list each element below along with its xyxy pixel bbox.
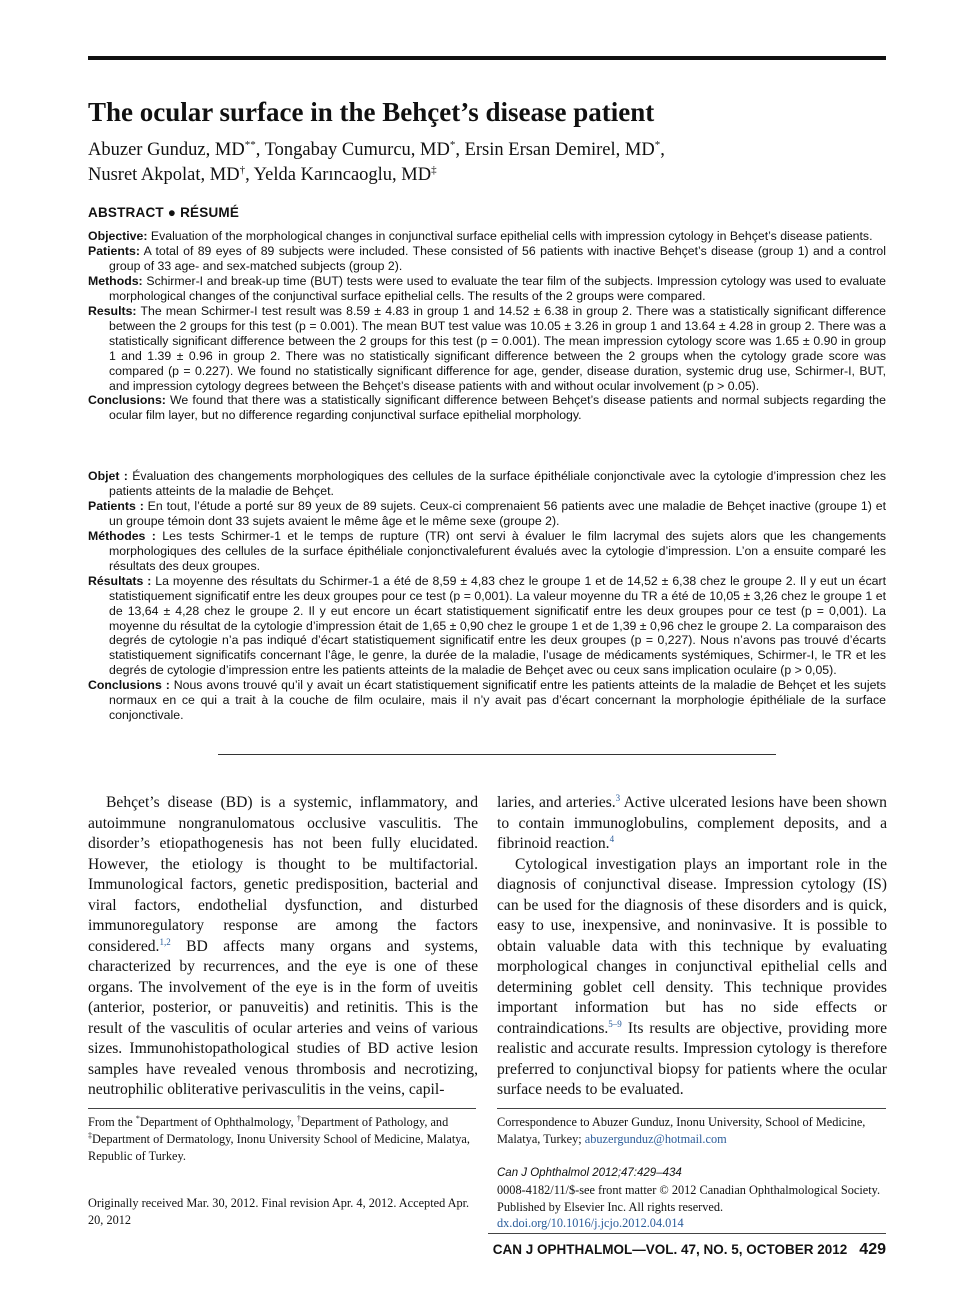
affiliation-text: From the <box>88 1115 136 1129</box>
abstract-fr-section <box>88 529 886 574</box>
author-affiliation-mark: * <box>654 139 661 151</box>
footer-rule <box>488 1233 886 1234</box>
author-affiliation-mark: * <box>449 139 456 151</box>
author-name: Yelda Karıncaoglu, MD <box>253 165 432 185</box>
abstract-fr-section <box>88 574 886 679</box>
body-paragraph-intro <box>88 793 478 1101</box>
citation-reference: 5–9 <box>608 1018 622 1029</box>
citation-reference: 4 <box>609 834 615 844</box>
abstract-en-section-text: Schirmer-I and break-up time (BUT) tests were used to evaluate the tear film of the subjects. Impression cytology was used to evaluate morphological changes of the conjunctival surface epithelial cells. The results of the 2 groups were compared. <box>109 273 886 303</box>
author-affiliation-mark: ‡ <box>431 164 437 176</box>
body-text-run: Behçet’s disease (BD) is a systemic, inflammatory, and autoimmune nongranulomatous occlusive vasculitis. The disorder’s etiopathogenesis has not been fully elucidated. However, the etiology is thought to be multifactorial. Immunological factors, genetic predisposition, bacterial and viral factors, endothelial dysfunction, and disturbed immunoregulatory response are among the factors considered. <box>88 794 478 955</box>
author-affiliation-mark: † <box>239 164 246 176</box>
abstract-fr-section-label: Résultats : <box>88 573 152 588</box>
abstract-fr-section-text: La moyenne des résultats du Schirmer-1 a été de 8,59 ± 4,83 chez le groupe 1 et de 14,52 ± 6,38 chez le groupe 2. Il y eut un écart statistiquement significatif entre les deux groupes pour ce test (p = 0,001). La valeur moyenne du TR a été de 10,05 ± 3,26 chez le groupe 1 et de 13,64 ± 4,28 chez le groupe 2. Il y eut encore un écart statistiquement significatif entre les deux groupes pour ce test (p = 0,001). La moyenne du résultat de la cytologie d’impression était de 1,65 ± 0,90 chez le groupe 1 et de 1,39 ± 0,96 chez le groupe 2. La comparaison des degrés de cytologie n’a pas indiqué d’écart statistiquement significatif entre les deux groupes (p = 0,227). Nous n’avons pas trouvé d’écarts statistiquement significatifs concernant l’âge, le genre, la durée de la maladie, l’usage de médicaments systémiques, Schirmer-I, le TR et les degrés de cytologie d’impression entre les patients atteints de la maladie de Behçet avec ou ceux sans implication oculaire (p > 0,05). <box>109 573 887 678</box>
abstract-fr-section-text: Évaluation des changements morphologiques des cellules de la surface épithéliale conjonctivale avec la cytologie d’impression chez les patients atteints de la maladie de Behçet. <box>109 469 886 498</box>
top-rule <box>88 56 886 60</box>
abstract-french <box>88 469 886 723</box>
affiliation-text: Department of Ophthalmology, <box>139 1115 297 1129</box>
abstract-fr-section-text: Les tests Schirmer-1 et le temps de rupture (TR) ont servi à évaluer le film lacrymal des sujets alors que les changements morphologiques des cellules de la surface épithéliale conjonctivalefurent évalués avec la cytologie d’impression. L’on a ensuite comparé les résultats des deux groupes. <box>109 528 887 573</box>
affiliation-text: Department of Dermatology, Inonu University School of Medicine, Malatya, Republic of Turkey. <box>88 1131 470 1163</box>
author-name: Abuzer Gunduz, MD <box>88 140 245 160</box>
abstract-fr-section-label: Conclusions : <box>88 678 170 693</box>
abstract-heading <box>88 205 239 220</box>
received-dates: Originally received Mar. 30, 2012. Final revision Apr. 4, 2012. Accepted Apr. 20, 2012 <box>88 1196 470 1227</box>
author-affiliation-mark: ** <box>244 139 256 151</box>
citation-reference: 3 <box>615 793 621 803</box>
journal-citation: Can J Ophthalmol 2012;47:429–434 <box>497 1167 682 1179</box>
author-name: Tongabay Cumurcu, MD <box>264 140 450 160</box>
abstract-en-section-label: Results: <box>88 303 137 318</box>
abstract-en-section <box>88 304 886 394</box>
correspondence-email-link[interactable]: abuzergunduz@hotmail.com <box>584 1131 727 1146</box>
affiliation-text: Department of Pathology, and <box>300 1115 449 1129</box>
abstract-en-section <box>88 274 886 304</box>
author-separator: , <box>660 140 665 160</box>
affiliation-mark: † <box>296 1114 301 1123</box>
body-text-run: Its results are objective, providing more realistic and accurate results. Impression cytology is therefore preferred to conjunctival biopsy for patients where the ocular surface needs to be evaluated. <box>497 1019 887 1098</box>
abstract-fr-section-label: Patients : <box>88 498 144 513</box>
abstract-en-section-label: Conclusions: <box>88 393 166 408</box>
abstract-en-section <box>88 229 886 244</box>
affiliation-mark: ‡ <box>88 1130 92 1140</box>
doi-link[interactable]: dx.doi.org/10.1016/j.jcjo.2012.04.014 <box>497 1216 684 1231</box>
abstract-en-section <box>88 393 886 423</box>
affiliation-mark: * <box>135 1114 140 1123</box>
abstract-en-section <box>88 244 886 274</box>
abstract-fr-section-text: Nous avons trouvé qu’il y avait un écart statistiquement significatif entre les patients atteints de la maladie de Behçet et les sujets normaux en ce qui a trait à la couche de film oculaire, mais il n’y avait pas d’écart concernant la morphologie épithéliale de la surface conjonctivale. <box>109 678 886 723</box>
body-text-run: BD affects many organs and systems, characterized by recurrences, and the eye is one of these organs. The involvement of the eye is in the form of uveitis (anterior, posterior, or panuveitis) and retinitis. This is the result of the vasculitis of ocular arteries and veins of various sizes. Immunohistopathological studies of BD active lesion samples have revealed venous thrombosis and necrotizing, neutrophilic obliterative perivasculitis in the veins, capil- <box>88 937 478 1098</box>
abstract-heading-en: ABSTRACT <box>88 205 164 220</box>
running-footer <box>493 1241 886 1259</box>
abstract-en-section-label: Methods: <box>88 273 143 288</box>
footnote-rule-left <box>88 1108 476 1109</box>
author-name: Ersin Ersan Demirel, MD <box>464 140 655 160</box>
journal-info <box>497 1165 887 1232</box>
body-paragraph-continuation <box>497 793 887 855</box>
author-separator: , <box>255 140 265 160</box>
correspondence-text: Correspondence to Abuzer Gunduz, Inonu University, School of Medicine, Malatya, Turkey; <box>497 1115 866 1146</box>
publisher-line: Published by Elsevier Inc. All rights reserved. <box>497 1199 724 1214</box>
abstract-en-section-label: Patients: <box>88 243 140 258</box>
abstract-en-section-text: We found that there was a statistically significant difference between Behçet’s disease patients and normal subjects regarding the ocular film layer, but no difference regarding conjunctival surface epithelial morphology. <box>109 393 886 423</box>
abstract-fr-section <box>88 678 886 723</box>
author-separator: , <box>245 165 254 185</box>
body-column-left <box>88 793 478 1101</box>
abstract-en-section-text: The mean Schirmer-I test result was 8.59 ± 4.83 in group 1 and 14.52 ± 6.38 in group 2. There was a statistically significant difference between the 2 groups for this test (p = 0.001). The mean BUT test value was 10.05 ± 3.26 in group 1 and 13.64 ± 4.28 in group 2. There was a statistically significant difference between the 2 groups for this test (p = 0.001). The mean impression cytology score was 1.65 ± 0.90 in group 1 and 1.39 ± 0.96 in group 2. There was no statistically significant difference between the 2 groups when the cytology grade score was compared (p = 0.227). We found no statistically significant difference for age, gender, disease duration, systemic drug use, Schirmer-I, BUT, and impression cytology degrees between the Behçet’s disease patients with and without ocular involvement (p > 0.05). <box>109 303 886 393</box>
body-column-right <box>497 793 887 1101</box>
body-text-run: Active ulcerated lesions have been shown to contain immunoglobulins, complement deposits, and a fibrinoid reaction. <box>497 794 887 852</box>
abstract-separator <box>218 754 776 755</box>
correspondence-footnote <box>497 1114 887 1148</box>
abstract-fr-section <box>88 499 886 529</box>
abstract-fr-section-label: Objet : <box>88 469 128 483</box>
bullet-icon: ● <box>167 205 177 220</box>
footnote-rule-right <box>497 1108 886 1109</box>
citation-reference: 1,2 <box>159 936 171 947</box>
abstract-heading-fr: RÉSUMÉ <box>180 205 240 220</box>
affiliation-footnote <box>88 1114 478 1164</box>
abstract-english <box>88 229 886 423</box>
body-text-run: Cytological investigation plays an important role in the diagnosis of conjunctival disease. Impression cytology (IS) can be used for the diagnosis of these disorders and is quick, easy to use, inexpensive, and noninvasive. It is possible to obtain valuable data with this technique by evaluating morphological changes in conjunctival epithelial cells and determining goblet cell density. This technique provides important information but has no side effects or contraindications. <box>497 855 887 1037</box>
abstract-fr-section-text: En tout, l’étude a porté sur 89 yeux de 89 sujets. Ceux-ci comprenaient 56 patients avec une maladie de Behçet inactive (groupe 1) et un groupe témoin dont 33 sujets avaient le même âge et le même sexe (groupe 2). <box>109 498 886 528</box>
author-list <box>88 138 888 188</box>
body-paragraph-cytology <box>497 855 887 1101</box>
abstract-en-section-text: Evaluation of the morphological changes in conjunctival surface epithelial cells with impression cytology in Behçet’s disease patients. <box>150 229 873 243</box>
article-title: The ocular surface in the Behçet’s disease patient <box>88 97 655 127</box>
journal-volume-info: CAN J OPHTHALMOL—VOL. 47, NO. 5, OCTOBER 2012 <box>492 1242 848 1257</box>
abstract-en-section-label: Objective: <box>88 229 148 243</box>
abstract-fr-section-label: Méthodes : <box>88 528 156 543</box>
body-text-run: laries, and arteries. <box>497 794 616 811</box>
author-separator: , <box>455 140 465 160</box>
abstract-en-section-text: A total of 89 eyes of 89 subjects were included. These consisted of 56 patients with inactive Behçet’s disease (group 1) and a control group of 33 age- and sex-matched subjects (group 2). <box>109 243 886 273</box>
page-number: 429 <box>859 1241 886 1258</box>
issn-line: 0008-4182/11/$-see front matter © 2012 Canadian Ophthalmological Society. <box>497 1182 881 1197</box>
author-name: Nusret Akpolat, MD <box>88 165 240 185</box>
abstract-fr-section <box>88 469 886 499</box>
